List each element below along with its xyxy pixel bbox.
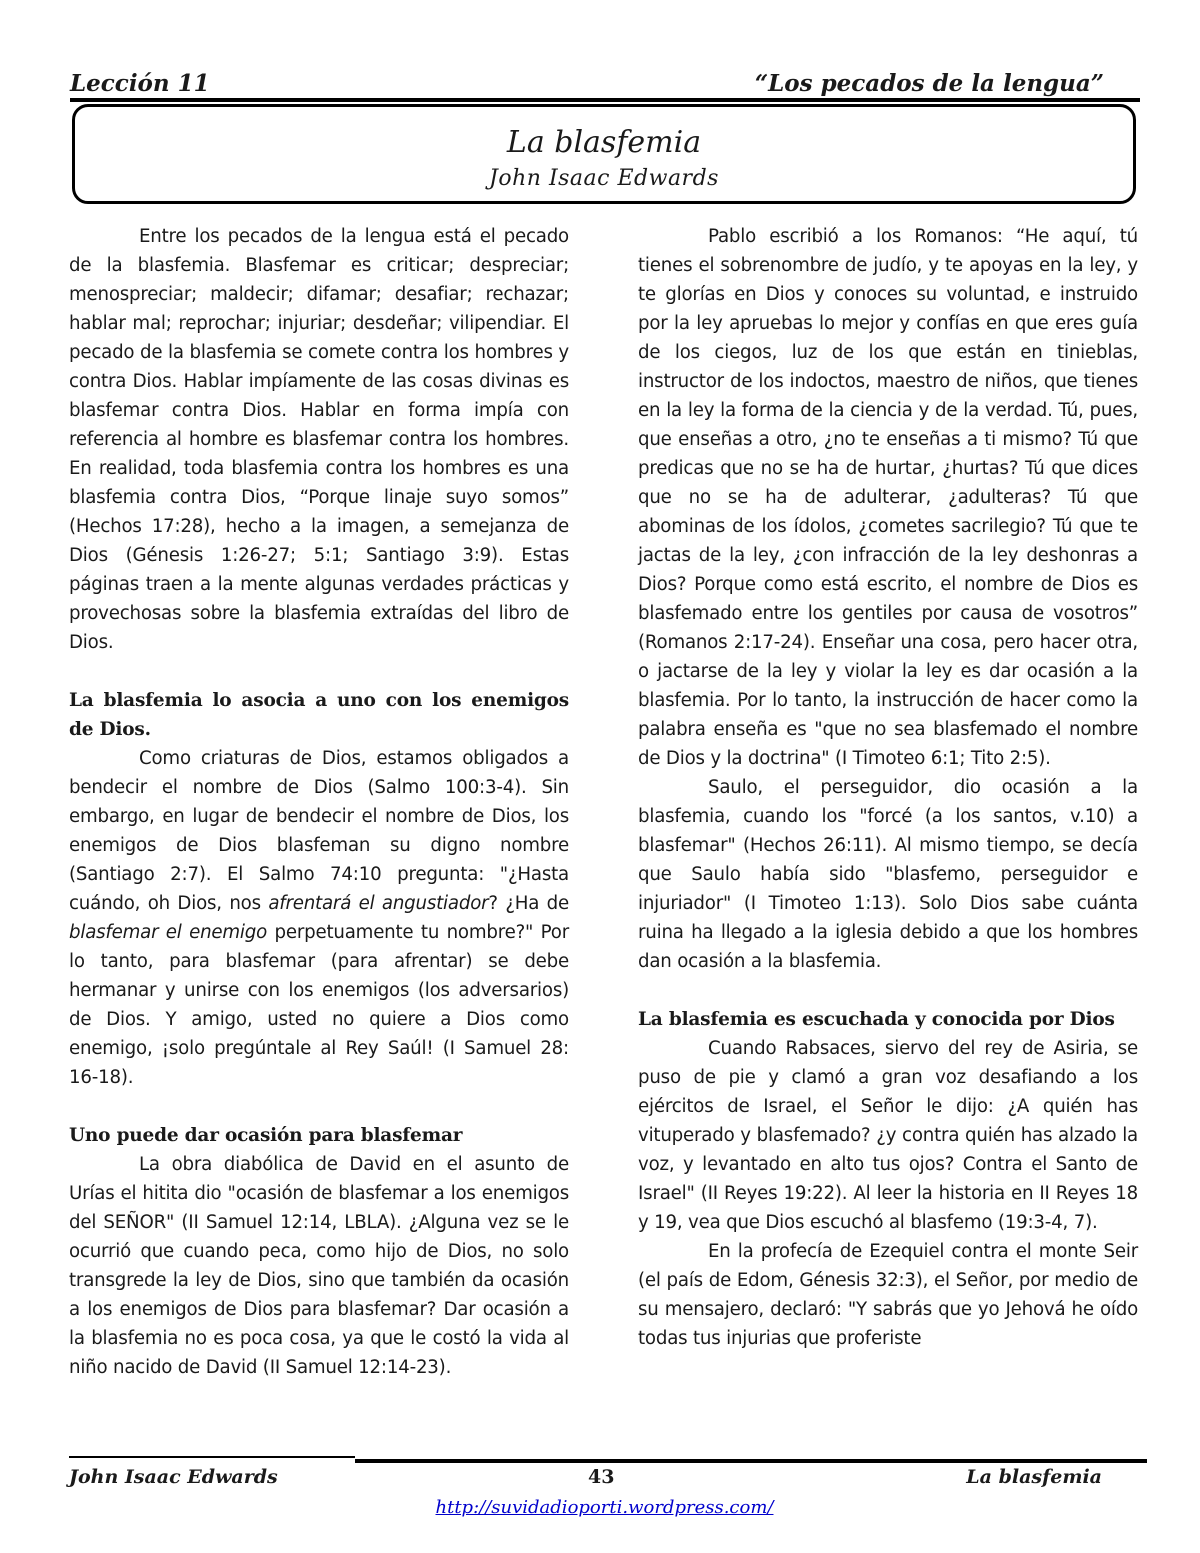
intro-paragraph: Entre los pecados de la lengua está el pecado de la blasfemia. Blasfemar es criticar; despreciar; menospreciar; maldecir; difamar; desafiar; rechazar; hablar mal; reprochar; injuriar; desdeñar; vilipendiar. El pecado de la blasfemia se comete contra los hombres y contra Dios. Hablar impíamente de las cosas divinas es blasfemar contra Dios. Hablar en forma impía con referencia al hombre es blasfemar contra los hombres. En realidad, toda blasfemia contra los hombres es una blasfemia contra Dios, “Porque linaje suyo somos” (Hechos 17:28), hecho a la imagen, a semejanza de Dios (Génesis 1:26-27; 5:1; Santiago 3:9). Estas páginas traen a la mente algunas verdades prácticas y provechosas sobre la blasfemia extraídas del libro de Dios. (69, 226, 569, 653)
section-heading-heard: La blasfemia es escuchada y conocida por Dios (638, 1009, 1115, 1030)
footer-author: John Isaac Edwards (69, 1466, 278, 1488)
text-run: Como criaturas de Dios, estamos obligados a bendecir el nombre de Dios (Salmo 100:3-4). Sin embargo, en lugar de bendecir el nombre de Dios, los enemigos de Dios blasfeman su digno nombre (Santiago 2:7). El Salmo 74:10 pregunta: "¿Hasta cuándo, oh Dios, nos (69, 748, 569, 914)
section-heading-occasion: Uno puede dar ocasión para blasfemar (69, 1125, 463, 1146)
section-heading-enemies: La blasfemia lo asocia a uno con los enemigos de Dios. (69, 690, 569, 740)
page-title: La blasfemia (506, 125, 702, 160)
text-run: perpetuamente tu nombre?" Por lo tanto, para blasfemar (para afrentar) se debe hermanar y unirse con los enemigos (los adversarios) de Dios. Y amigo, usted no quiere a Dios como enemigo, ¡solo pregúntale al Rey Saúl! (I Samuel 28: 16-18). (69, 922, 569, 1088)
left-column (69, 222, 569, 1382)
paragraph-rabsaces: Cuando Rabsaces, siervo del rey de Asiria, se puso de pie y clamó a gran voz desafiando a los ejércitos de Israel, el Señor le dijo: ¿A quién has vituperado y blasfemado? ¿y contra quién has alzado la voz, y levantado en alto tus ojos? Contra el Santo de Israel" (II Reyes 19:22). Al leer la historia en II Reyes 18 y 19, vea que Dios escuchó al blasfemo (19:3-4, 7). (638, 1038, 1138, 1233)
paragraph-ezequiel: En la profecía de Ezequiel contra el monte Seir (el país de Edom, Génesis 32:3), el Señor, por medio de su mensajero, declaró: "Y sabrás que yo Jehová he oído todas tus injurias que proferiste (638, 1241, 1138, 1349)
emphasis-run: afrentará el angustiador (268, 893, 489, 914)
author-name: John Isaac Edwards (489, 166, 719, 191)
title-box (72, 104, 1136, 204)
footer-topic: La blasfemia (966, 1466, 1102, 1488)
series-title: “Los pecados de la lengua” (754, 70, 1104, 97)
paragraph-enemies (69, 744, 569, 1092)
footer-rule-thin (69, 1456, 355, 1458)
paragraph-occasion: La obra diabólica de David en el asunto de Urías el hitita dio "ocasión de blasfemar a los enemigos del SEÑOR" (II Samuel 12:14, LBLA). ¿Alguna vez se le ocurrió que cuando peca, como hijo de Dios, no solo transgrede la ley de Dios, sino que también da ocasión a los enemigos de Dios para blasfemar? Dar ocasión a la blasfemia no es poca cosa, ya que le costó la vida al niño nacido de David (II Samuel 12:14-23). (69, 1154, 569, 1378)
header-rule (70, 98, 1140, 102)
page-number: 43 (588, 1466, 615, 1488)
lesson-label: Lección 11 (70, 70, 210, 97)
text-run: ? ¿Ha de (488, 893, 569, 914)
paragraph-saulo: Saulo, el perseguidor, dio ocasión a la blasfemia, cuando los "forcé (a los santos, v.10) a blasfemar" (Hechos 26:11). Al mismo tiempo, se decía que Saulo había sido "blasfemo, perseguidor e injuriador" (I Timoteo 1:13). Solo Dios sabe cuánta ruina ha llegado a la iglesia debido a que los hombres dan ocasión a la blasfemia. (638, 777, 1138, 972)
right-column (638, 222, 1138, 1353)
emphasis-run: blasfemar el enemigo (69, 922, 268, 943)
footer-rule-thick (355, 1459, 1147, 1463)
paragraph-romans: Pablo escribió a los Romanos: “He aquí, tú tienes el sobrenombre de judío, y te apoyas en la ley, y te glorías en Dios y conoces su voluntad, e instruido por la ley apruebas lo mejor y confías en que eres guía de los ciegos, luz de los que están en tinieblas, instructor de los indoctos, maestro de niños, que tienes en la ley la forma de la ciencia y de la verdad. Tú, pues, que enseñas a otro, ¿no te enseñas a ti mismo? Tú que predicas que no se ha de hurtar, ¿hurtas? Tú que dices que no se ha de adulterar, ¿adulteras? Tú que abominas de los ídolos, ¿cometes sacrilegio? Tú que te jactas de la ley, ¿con infracción de la ley deshonras a Dios? Porque como está escrito, el nombre de Dios es blasfemado entre los gentiles por causa de vosotros” (Romanos 2:17-24). Enseñar una cosa, pero hacer otra, o jactarse de la ley y violar la ley es dar ocasión a la blasfemia. Por lo tanto, la instrucción de hacer como la palabra enseña es "que no sea blasfemado el nombre de Dios y la doctrina" (I Timoteo 6:1; Tito 2:5). (638, 226, 1138, 769)
website-link[interactable]: http://suvidadioporti.wordpress.com/ (435, 1497, 774, 1518)
